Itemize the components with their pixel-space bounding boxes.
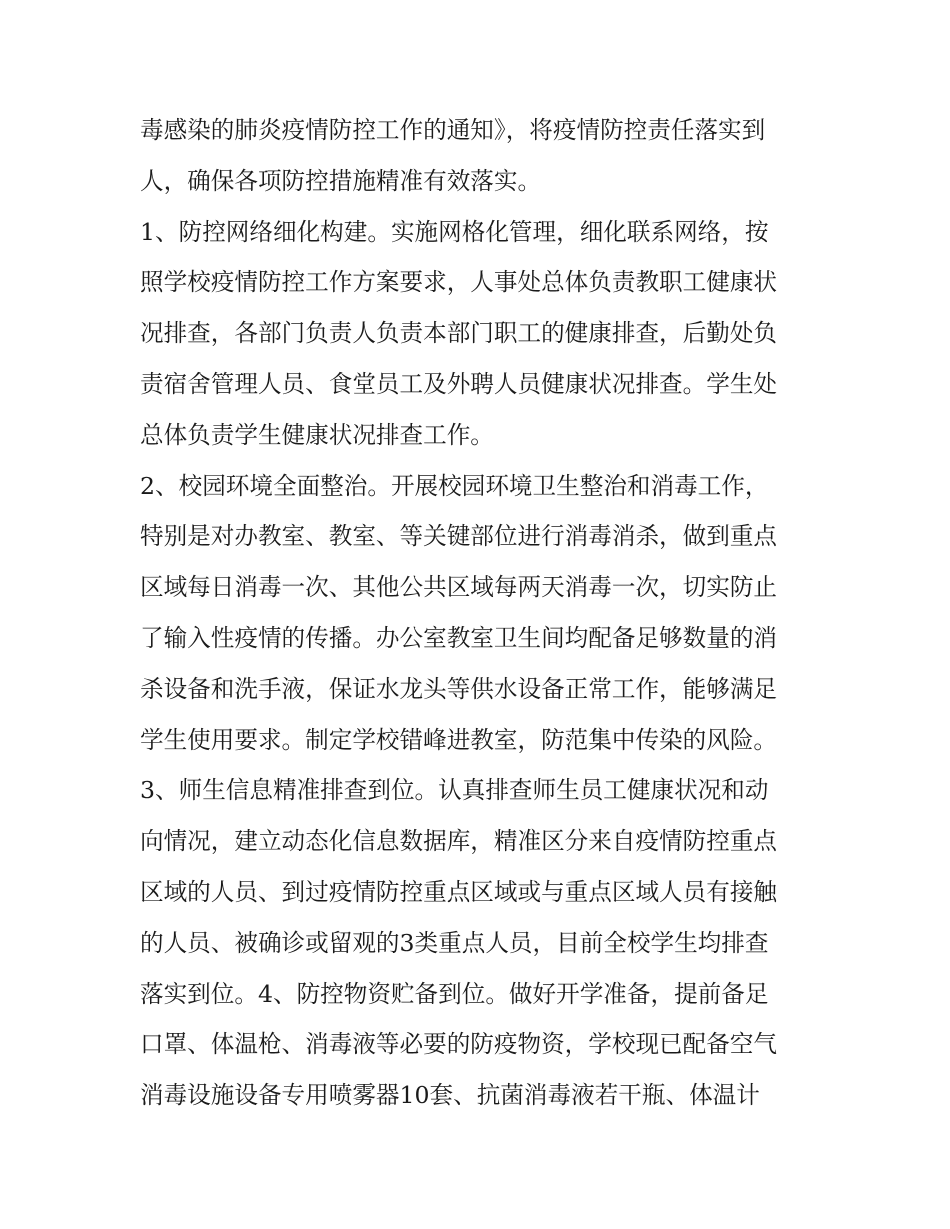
text-line: 口罩、体温枪、消毒液等必要的防疫物资，学校现已配备空气 <box>140 1030 778 1059</box>
text-line: 学生使用要求。制定学校错峰进教室，防范集中传染的风险。 <box>140 725 778 754</box>
text-line: 人，确保各项防控措施精准有效落实。 <box>140 166 542 195</box>
text-line: 1、防控网络细化构建。实施网格化管理，细化联系网络，按 <box>140 217 769 246</box>
text-line: 向情况，建立动态化信息数据库，精准区分来自疫情防控重点 <box>140 827 778 856</box>
text-line: 况排查，各部门负责人负责本部门职工的健康排查，后勤处负 <box>140 319 778 348</box>
text-line: 责宿舍管理人员、食堂员工及外聘人员健康状况排查。学生处 <box>140 369 778 398</box>
text-line: 消毒设施设备专用喷雾器10套、抗菌消毒液若干瓶、体温计 <box>140 1081 760 1110</box>
text-line: 的人员、被确诊或留观的3类重点人员，目前全校学生均排查 <box>140 928 769 957</box>
text-line: 特别是对办教室、教室、等关键部位进行消毒消杀，做到重点 <box>140 522 778 551</box>
text-line: 总体负责学生健康状况排查工作。 <box>140 420 494 449</box>
text-line: 3、师生信息精准排查到位。认真排查师生员工健康状况和动 <box>140 776 769 805</box>
text-line: 区域的人员、到过疫情防控重点区域或与重点区域人员有接触 <box>140 877 778 906</box>
text-line: 照学校疫情防控工作方案要求，人事处总体负责教职工健康状 <box>140 268 778 297</box>
text-line: 2、校园环境全面整治。开展校园环境卫生整治和消毒工作， <box>140 471 769 500</box>
text-line: 杀设备和洗手液，保证水龙头等供水设备正常工作，能够满足 <box>140 674 778 703</box>
document-body <box>140 105 820 1121</box>
text-line: 落实到位。4、防控物资贮备到位。做好开学准备，提前备足 <box>140 979 769 1008</box>
text-line: 了输入性疫情的传播。办公室教室卫生间均配备足够数量的消 <box>140 623 778 652</box>
text-line: 毒感染的肺炎疫情防控工作的通知》，将疫情防控责任落实到 <box>140 116 766 144</box>
text-line: 区域每日消毒一次、其他公共区域每两天消毒一次，切实防止 <box>140 573 778 602</box>
